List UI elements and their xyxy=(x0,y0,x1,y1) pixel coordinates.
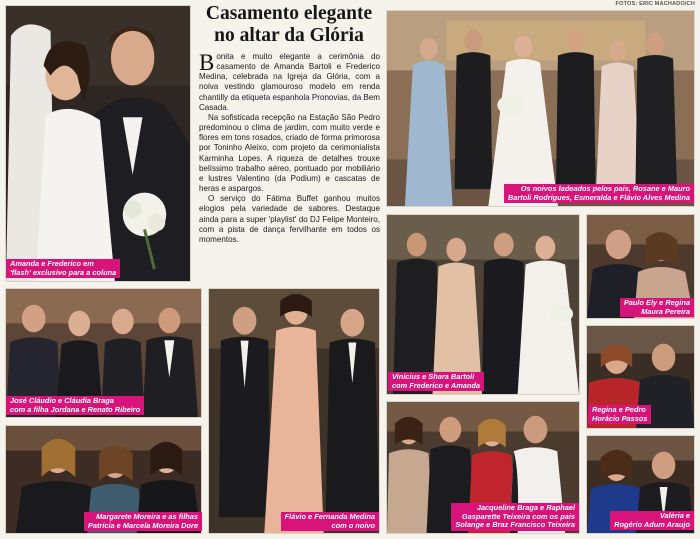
title-line-1: Casamento elegante xyxy=(205,3,373,24)
caption-line: Jacqueline Braga e Raphael xyxy=(476,503,575,512)
photo-noivos-pais xyxy=(386,10,695,207)
photo-amanda-frederico xyxy=(5,5,191,282)
caption-line: Regina e Pedro xyxy=(592,405,646,414)
caption-line: José Cláudio e Cláudia Braga xyxy=(10,396,114,405)
caption-line: Paulo Ely e Regina xyxy=(623,298,690,307)
caption-line: Vinícius e Shara Bartoli xyxy=(392,372,475,381)
caption-line: Rogério Adum Araujo xyxy=(614,519,690,529)
caption-valeria-rogerio xyxy=(610,511,694,530)
caption-paulo-regina xyxy=(620,298,694,317)
article-paragraph-1 xyxy=(199,52,380,113)
article-paragraph-3: O serviço do Fátima Buffet ganhou muitos elogios pela variedade de sabores. Destaque ainda para a super 'playlist' do DJ Felipe Monteiro, com a pista de dança fervilhante em todos os momentos. xyxy=(199,194,380,244)
caption-line: Margarete Moreira e as filhas xyxy=(96,512,198,521)
caption-vinicius-shara xyxy=(388,372,484,391)
caption-line: com o noivo xyxy=(331,520,375,530)
title-line-2: no altar da Glória xyxy=(214,25,364,46)
caption-line: com a filha Jordana e Renato Ribeiro xyxy=(10,404,141,414)
photo-vinicius-shara xyxy=(386,214,580,395)
photo-amanda-frederico-image xyxy=(6,6,190,281)
drop-cap: B xyxy=(199,50,215,75)
caption-flavio-fernanda xyxy=(281,512,379,531)
caption-jose-claudio xyxy=(6,396,144,415)
photo-vinicius-shara-image xyxy=(387,215,579,394)
caption-amanda-frederico xyxy=(6,259,120,278)
photo-credit: FOTOS: ERIC MACHADO/CH xyxy=(615,1,695,7)
caption-line: Amanda e Frederico em xyxy=(10,259,94,268)
caption-margarete xyxy=(84,512,202,531)
caption-line: Flávio e Fernanda Medina xyxy=(284,512,375,521)
caption-line: Bartoli Rodrigues, Esmeralda e Flávio Alves Medina xyxy=(507,192,690,202)
caption-line: com Frederico e Amanda xyxy=(392,380,481,390)
caption-line: Solange e Braz Francisco Teixeira xyxy=(455,520,575,530)
article-paragraph-2: Na sofisticada recepção na Estação São Pedro predominou o clima de jardim, com muito verde e flores em tons rosados, criado de forma primorosa por Toninho Aleixo, com projeto da cerimonialista Karminha Lopes. A riqueza de detalhes trouxe belíssimo trabalho aéreo, pontuado por mobiliário e lustres Valentino (da Podium) e cascatas de heras e aspargos. xyxy=(199,112,380,194)
caption-jacqueline xyxy=(451,503,579,531)
caption-line: Horácio Passos xyxy=(592,413,648,423)
article-title xyxy=(198,3,380,47)
caption-line: Maura Pereira xyxy=(641,306,690,316)
caption-regina-pedro xyxy=(588,405,651,424)
caption-line: Gasparette Teixeira com os pais xyxy=(461,511,575,521)
caption-line: 'flash' exclusivo para a coluna xyxy=(10,267,117,277)
photo-noivos-pais-image xyxy=(387,11,694,206)
caption-noivos-pais xyxy=(504,184,694,203)
article-body xyxy=(199,52,380,245)
caption-line: Os noivos ladeados pelos pais, Rosane e Mauro xyxy=(520,184,690,193)
caption-line: Valéria e xyxy=(659,511,690,520)
caption-line: Patrícia e Marcela Moreira Dore xyxy=(87,520,198,530)
photo-flavio-fernanda xyxy=(208,288,380,534)
photo-flavio-fernanda-image xyxy=(209,289,379,533)
paragraph-1-text: onita e muito elegante a cerimônia do casamento de Amanda Bartoli e Frederico Medina, celebrada na Igreja da Glória, com a noiva vestindo glamouroso modelo em renda chantilly da etiqueta espanhola Pronovias, da Bem Casada. xyxy=(199,52,380,112)
